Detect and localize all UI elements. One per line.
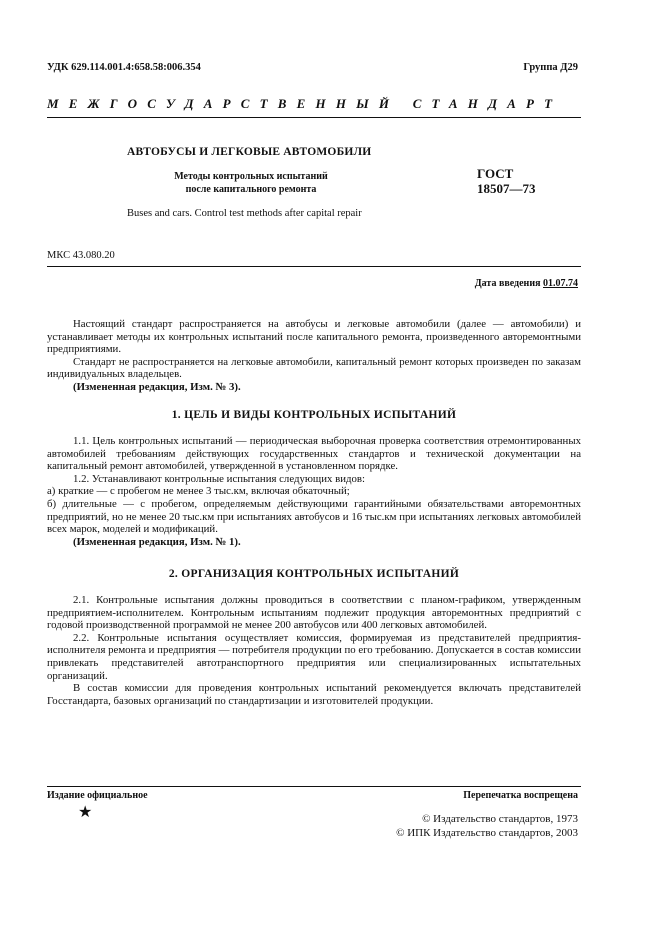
group-code: Группа Д29 [523,62,578,73]
footer-rule [47,786,581,787]
section-2-body [47,594,581,707]
section-1-heading: 1. ЦЕЛЬ И ВИДЫ КОНТРОЛЬНЫХ ИСПЫТАНИЙ [171,409,457,421]
official-edition: Издание официальное [47,790,148,801]
mks-code: МКС 43.080.20 [47,250,115,261]
udk-code: УДК 629.114.001.4:658.58:006.354 [47,62,201,73]
banner-rule [47,117,581,118]
clause-2-3: В состав комиссии для проведения контрольных испытаний рекомендуется включать представителей Госстандарта, базовых организаций по стандартизации и изготовителей продукции. [47,682,581,707]
copyright-2003: © ИПК Издательство стандартов, 2003 [396,827,578,839]
subtitle-line-1: Методы контрольных испытаний [174,171,328,182]
copyright-1973: © Издательство стандартов, 1973 [422,813,578,825]
clause-1-1: 1.1. Цель контрольных испытаний — периодическая выборочная проверка соответствия отремонтированных автомобилей требованиям действующих государственных стандартов и технической документации на капитальный ремонт автомобилей, утвержденной в установленном порядке. [47,435,581,473]
intro-paragraph-1: Настоящий стандарт распространяется на автобусы и легковые автомобили (далее — автомобили) и устанавливает методы их контрольных испытаний после капитального ремонта, произведенного авторемонтными предприятиями. [47,318,581,356]
clause-2-1: 2.1. Контрольные испытания должны проводиться в соответствии с планом-графиком, утвержденным предприятием-исполнителем. Контрольным испытаниям подлежит продукция авторемонтных предприятий с годовой производственной программой не менее 200 автобусов или 400 легковых автомобилей. [47,594,581,632]
document-subtitle [127,170,375,196]
gost-label: ГОСТ [477,166,514,181]
gost-designation [477,166,536,196]
intro-date-value: 01.07.74 [543,278,578,289]
standard-banner: МЕЖГОСУДАРСТВЕННЫЙ СТАНДАРТ [47,96,563,111]
header-rule [47,266,581,267]
section-1-amendment: (Измененная редакция, Изм. № 1). [73,535,241,548]
clause-2-2: 2.2. Контрольные испытания осуществляет комиссия, формируемая из представителей предприятия-исполнителя ремонта и предприятия — потребителя продукции по его требованию. Допускается в состав комиссии привлекать представителей автотранспортного предприятия или специализированных испытательных организаций. [47,631,581,682]
intro-section [47,318,581,394]
section-2-heading: 2. ОРГАНИЗАЦИЯ КОНТРОЛЬНЫХ ИСПЫТАНИЙ [168,568,460,580]
clause-1-2-b: б) длительные — с пробегом, определяемым действующими гарантийными обязательствами авторемонтных предприятий, но не менее 20 тыс.км при испытаниях автобусов и 16 тыс.км при испытаниях легковых автомобилей всех марок, моделей и модификаций. [47,497,581,536]
english-title: Buses and cars. Control test methods after capital repair [127,208,362,219]
document-title: АВТОБУСЫ И ЛЕГКОВЫЕ АВТОМОБИЛИ [127,146,372,158]
intro-date [475,278,578,289]
reprint-prohibited: Перепечатка воспрещена [463,790,578,801]
intro-paragraph-2: Стандарт не распространяется на легковые автомобили, капитальный ремонт которых произведен по заказам индивидуальных владельцев. [47,355,581,381]
section-1-body [47,435,581,548]
clause-1-2-a: а) краткие — с пробегом не менее 3 тыс.км, включая обкаточный; [47,485,350,498]
intro-amendment: (Измененная редакция, Изм. № 3). [73,380,241,393]
star-icon: ★ [78,804,93,821]
intro-date-label: Дата введения [474,278,541,289]
clause-1-2: 1.2. Устанавливают контрольные испытания следующих видов: [73,472,365,485]
gost-number: 18507—73 [477,181,536,196]
subtitle-line-2: после капитального ремонта [185,184,317,195]
copyright-block [396,812,578,840]
